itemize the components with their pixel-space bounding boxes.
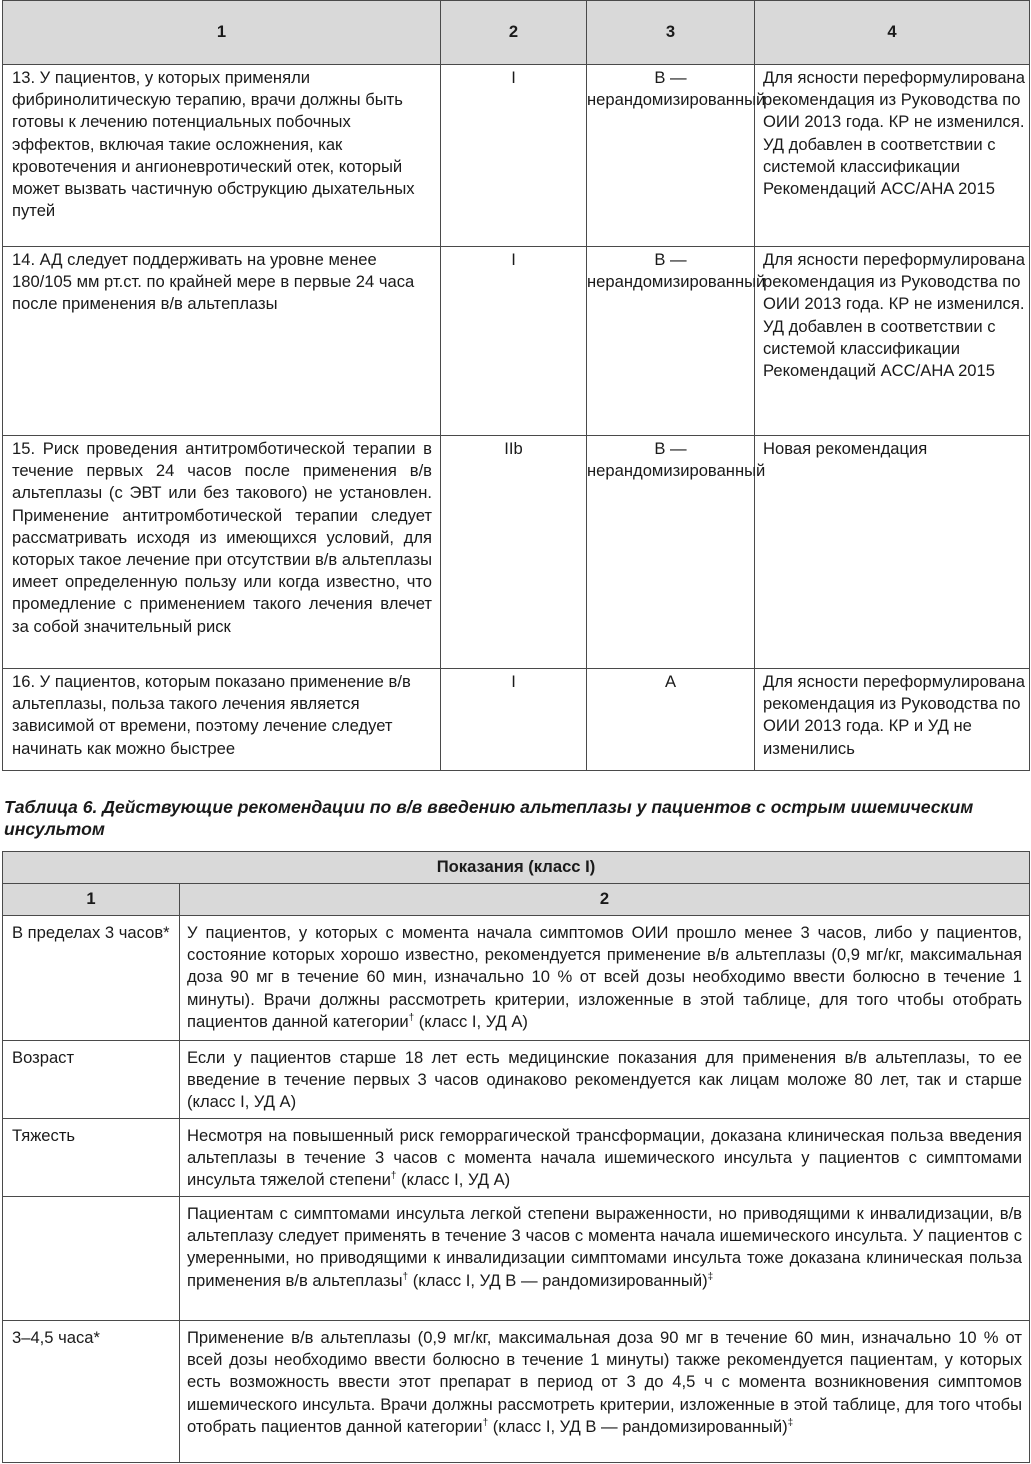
class-cell: IIb [441, 436, 587, 669]
footnote-mark: ‡ [707, 1271, 714, 1283]
row-label [3, 1197, 180, 1321]
row-text [180, 916, 1030, 1041]
table-header-row [3, 1, 1030, 65]
class-cell: I [441, 669, 587, 771]
group-header-row [3, 852, 1030, 884]
comment-cell: Для ясности переформулирована рекомендация из Руководства по ОИИ 2013 года. КР и УД не изменились [755, 669, 1030, 771]
recommendation-cell: 13. У пациентов, у которых применяли фибринолитическую терапию, врачи должны быть готовы к лечению потенциальных побочных эффектов, включая такие осложнения, как кровотечения и ангионевротический отек, который может вызвать частичную обструкцию дыхательных путей [3, 65, 441, 247]
table-row [3, 1041, 1030, 1119]
table-row [3, 247, 1030, 436]
row-label: 3–4,5 часа* [3, 1321, 180, 1463]
row-text-body: У пациентов, у которых с момента начала симптомов ОИИ прошло менее 3 часов, либо у пациентов, состояние которых хорошо известно, рекомендуется применение в/в альтеплазы (0,9 мг/кг, максимальная доза 90 мг в течение 60 мин, изначально 10 % от всей дозы необходимо ввести болюсно в течение 1 минуты). Врачи должны рассмотреть критерии, изложенные в этой таблице, для того чтобы отобрать пациентов данной категории [187, 923, 1022, 1031]
table-row [3, 1197, 1030, 1321]
level-cell: В — нерандомизированный [587, 436, 755, 669]
comment-cell: Для ясности переформулирована рекомендация из Руководства по ОИИ 2013 года. КР не изменился. УД добавлен в соответствии с системой классификации Рекомендаций ACC/AHA 2015 [755, 247, 1030, 436]
row-label: В пределах 3 часов* [3, 916, 180, 1041]
footnote-mark: † [408, 1012, 415, 1024]
recommendation-cell: 16. У пациентов, которым показано применение в/в альтеплазы, польза такого лечения является зависимой от времени, поэтому лечение следует начинать как можно быстрее [3, 669, 441, 771]
row-label: Тяжесть [3, 1119, 180, 1197]
row-text-body: Несмотря на повышенный риск геморрагической трансформации, доказана клиническая польза введения альтеплазы в течение 3 часов с момента начала ишемического инсульта у пациентов с симптомами инсульта тяжелой степени [187, 1126, 1022, 1190]
recommendation-cell: 15. Риск проведения антитромботической терапии в течение первых 24 часов после применения в/в альтеплазы (с ЭВТ или без такового) не установлен. Применение антитромботической терапии следует рассматривать исходя из имеющихся условий, для которых такое лечение при отсутствии в/в альтеплазы имеет определенную пользу или когда известно, что промедление с применением такого лечения влечет за собой значительный риск [3, 436, 441, 669]
row-text [180, 1197, 1030, 1321]
row-text-tail: (класс I, УД В — рандомизированный) [408, 1270, 708, 1290]
row-label: Возраст [3, 1041, 180, 1119]
group-header: Показания (класс I) [3, 852, 1030, 884]
table-row [3, 916, 1030, 1041]
footnote-mark: † [402, 1271, 409, 1283]
level-cell: А [587, 669, 755, 771]
column-header: 1 [3, 1, 441, 65]
table-row [3, 1119, 1030, 1197]
class-cell: I [441, 65, 587, 247]
table-caption: Таблица 6. Действующие рекомендации по в/в введению альтеплазы у пациентов с острым ишемическим инсультом [4, 797, 974, 839]
footnote-mark: ‡ [787, 1417, 794, 1429]
comment-cell: Для ясности переформулирована рекомендация из Руководства по ОИИ 2013 года. КР не изменился. УД добавлен в соответствии с системой классификации Рекомендаций ACC/AHA 2015 [755, 65, 1030, 247]
alteplase-indications-table [2, 851, 1030, 1463]
table-header-row [3, 884, 1030, 916]
footnote-mark: † [390, 1170, 397, 1182]
column-header: 4 [755, 1, 1030, 65]
row-text [180, 1119, 1030, 1197]
row-text [180, 1321, 1030, 1463]
comment-cell: Новая рекомендация [755, 436, 1030, 669]
table-row [3, 65, 1030, 247]
row-text-body: Применение в/в альтеплазы (0,9 мг/кг, максимальная доза 90 мг в течение 60 мин, изначально 10 % от всей дозы необходимо ввести болюсно в течение 1 минуты) также рекомендуется пациентам, у которых есть возможность ввести этот препарат в период от 3 до 4,5 ч с момента возникновения симптомов ишемического инсульта. Врачи должны рассмотреть критерии, изложенные в этой таблице, для того чтобы отобрать пациентов данной категории [187, 1328, 1022, 1436]
column-header: 1 [3, 884, 180, 916]
table-row [3, 1321, 1030, 1463]
level-cell: В — нерандомизированный [587, 247, 755, 436]
row-text-tail: (класс I, УД А) [414, 1011, 528, 1031]
recommendations-table [2, 0, 1030, 771]
level-cell: В — нерандомизированный [587, 65, 755, 247]
row-text-body: Если у пациентов старше 18 лет есть медицинские показания для применения в/в альтеплазы, то ее введение в течение первых 3 часов одинаково рекомендуется как лицам моложе 80 лет, так и старше (класс I, УД А) [187, 1048, 1022, 1112]
recommendation-cell: 14. АД следует поддерживать на уровне менее 180/105 мм рт.ст. по крайней мере в первые 24 часа после применения в/в альтеплазы [3, 247, 441, 436]
row-text-body: Пациентам с симптомами инсульта легкой степени выраженности, но приводящими к инвалидизации, в/в альтеплазу следует применять в течение 3 часов с момента начала ишемического инсульта. У пациентов с умеренными, но приводящими к инвалидизации симптомами инсульта тоже доказана клиническая польза применения в/в альтеплазы [187, 1204, 1022, 1290]
row-text-tail: (класс I, УД А) [396, 1170, 511, 1190]
class-cell: I [441, 247, 587, 436]
column-header: 3 [587, 1, 755, 65]
footnote-mark: † [482, 1417, 489, 1429]
table-row [3, 669, 1030, 771]
row-text [180, 1041, 1030, 1119]
row-text-tail: (класс I, УД В — рандомизированный) [488, 1416, 788, 1436]
column-header: 2 [441, 1, 587, 65]
column-header: 2 [180, 884, 1030, 916]
table-row [3, 436, 1030, 669]
